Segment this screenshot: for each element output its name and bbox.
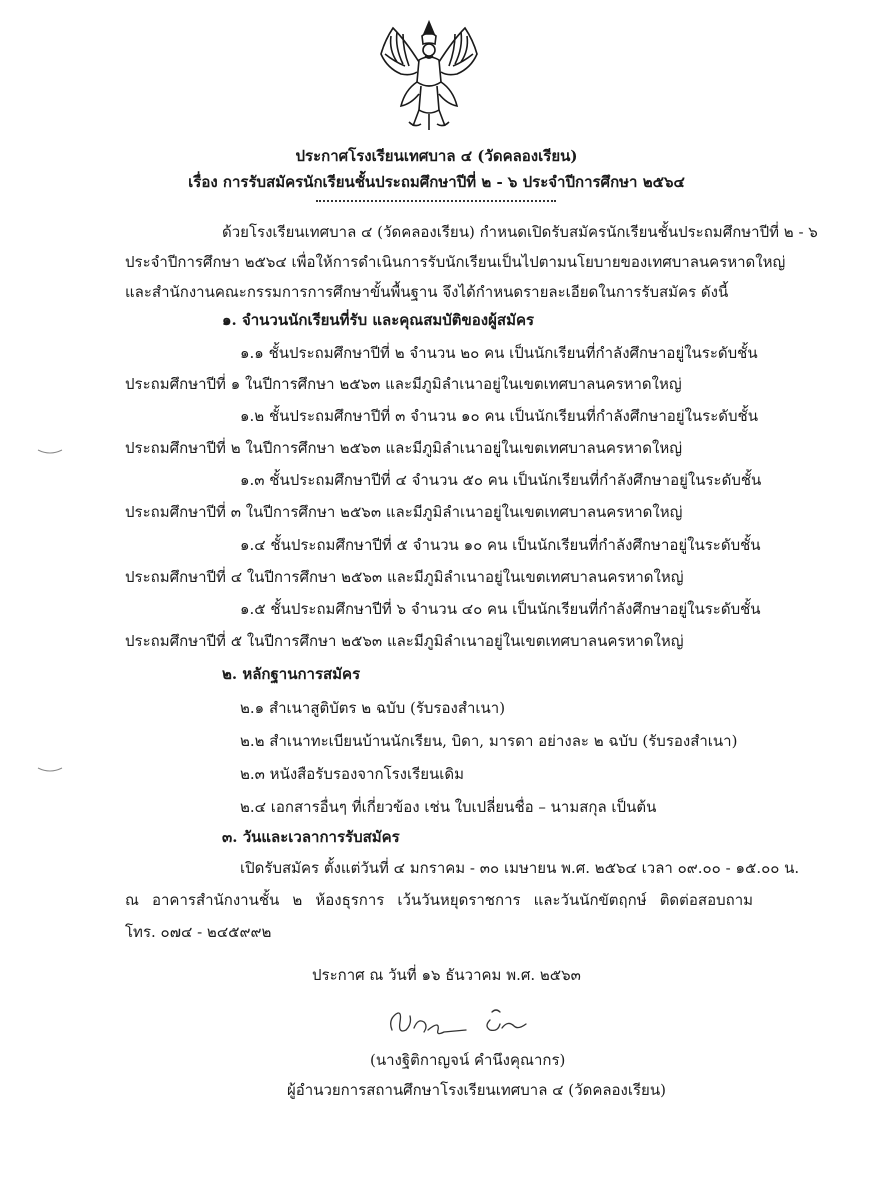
fold-mark-icon bbox=[36, 446, 64, 456]
section-1-item-1-line-2: ประถมศึกษาปีที่ ๑ ในปีการศึกษา ๒๕๖๓ และมีภูมิลำเนาอยู่ในเขตเทศบาลนครหาดใหญ่ bbox=[125, 375, 682, 393]
signature-text: ธิดา คำ bbox=[380, 1000, 384, 1001]
section-1-item-4-line-2: ประถมศึกษาปีที่ ๔ ในปีการศึกษา ๒๕๖๓ และมีภูมิลำเนาอยู่ในเขตเทศบาลนครหาดใหญ่ bbox=[125, 568, 684, 586]
intro-line-2: ประจำปีการศึกษา ๒๕๖๔ เพื่อให้การดำเนินการรับนักเรียนเป็นไปตามนโยบายของเทศบาลนครหาดใหญ่ bbox=[125, 253, 786, 271]
section-1-item-2-line-1: ๑.๒ ชั้นประถมศึกษาปีที่ ๓ จำนวน ๑๐ คน เป็นนักเรียนที่กำลังศึกษาอยู่ในระดับชั้น bbox=[240, 407, 758, 425]
announcement-date: ประกาศ ณ วันที่ ๑๖ ธันวาคม พ.ศ. ๒๕๖๓ bbox=[312, 966, 581, 984]
intro-line-1: ด้วยโรงเรียนเทศบาล ๔ (วัดคลองเรียน) กำหนดเปิดรับสมัครนักเรียนชั้นประถมศึกษาปีที่ ๒ - ๖ bbox=[222, 223, 818, 241]
section-3-line-1: เปิดรับสมัคร ตั้งแต่วันที่ ๔ มกราคม - ๓๐ เมษายน พ.ศ. ๒๕๖๔ เวลา ๐๙.๐๐ - ๑๕.๐๐ น. bbox=[240, 859, 800, 877]
section-1-item-3-line-2: ประถมศึกษาปีที่ ๓ ในปีการศึกษา ๒๕๖๓ และมีภูมิลำเนาอยู่ในเขตเทศบาลนครหาดใหญ่ bbox=[125, 503, 683, 521]
section-3-line-2: ณ อาคารสำนักงานชั้น ๒ ห้องธุรการ เว้นวันหยุดราชการ และวันนักขัตฤกษ์ ติดต่อสอบถาม bbox=[125, 891, 753, 909]
garuda-emblem-icon bbox=[375, 20, 483, 132]
section-2-heading: ๒. หลักฐานการสมัคร bbox=[222, 665, 361, 683]
section-1-item-2-line-2: ประถมศึกษาปีที่ ๒ ในปีการศึกษา ๒๕๖๓ และมีภูมิลำเนาอยู่ในเขตเทศบาลนครหาดใหญ่ bbox=[125, 439, 683, 457]
section-1-item-5-line-1: ๑.๕ ชั้นประถมศึกษาปีที่ ๖ จำนวน ๔๐ คน เป็นนักเรียนที่กำลังศึกษาอยู่ในระดับชั้น bbox=[240, 600, 761, 618]
section-1-item-3-line-1: ๑.๓ ชั้นประถมศึกษาปีที่ ๔ จำนวน ๕๐ คน เป็นนักเรียนที่กำลังศึกษาอยู่ในระดับชั้น bbox=[240, 471, 762, 489]
section-3-phone: โทร. ๐๗๔ - ๒๔๕๙๙๒ bbox=[125, 923, 272, 941]
section-1-item-4-line-1: ๑.๔ ชั้นประถมศึกษาปีที่ ๕ จำนวน ๑๐ คน เป็นนักเรียนที่กำลังศึกษาอยู่ในระดับชั้น bbox=[240, 536, 761, 554]
section-2-item-2: ๒.๒ สำเนาทะเบียนบ้านนักเรียน, บิดา, มารดา อย่างละ ๒ ฉบับ (รับรองสำเนา) bbox=[240, 732, 738, 750]
section-3-heading: ๓. วันและเวลาการรับสมัคร bbox=[222, 828, 400, 846]
section-1-item-1-line-1: ๑.๑ ชั้นประถมศึกษาปีที่ ๒ จำนวน ๒๐ คน เป็นนักเรียนที่กำลังศึกษาอยู่ในระดับชั้น bbox=[240, 344, 758, 362]
handwritten-signature bbox=[380, 1000, 550, 1044]
dotted-divider bbox=[316, 200, 556, 202]
fold-mark-icon bbox=[36, 764, 64, 774]
section-2-item-1: ๒.๑ สำเนาสูติบัตร ๒ ฉบับ (รับรองสำเนา) bbox=[240, 699, 506, 717]
signer-position: ผู้อำนวยการสถานศึกษาโรงเรียนเทศบาล ๔ (วัดคลองเรียน) bbox=[287, 1081, 666, 1099]
section-1-item-5-line-2: ประถมศึกษาปีที่ ๕ ในปีการศึกษา ๒๕๖๓ และมีภูมิลำเนาอยู่ในเขตเทศบาลนครหาดใหญ่ bbox=[125, 632, 684, 650]
announcement-subject: เรื่อง การรับสมัครนักเรียนชั้นประถมศึกษาปีที่ ๒ - ๖ ประจำปีการศึกษา ๒๕๖๔ bbox=[188, 173, 685, 191]
signer-name: (นางฐิติกาญจน์ คำนึงคุณากร) bbox=[370, 1051, 566, 1069]
section-2-item-4: ๒.๔ เอกสารอื่นๆ ที่เกี่ยวข้อง เช่น ใบเปลี่ยนชื่อ – นามสกุล เป็นต้น bbox=[240, 798, 657, 816]
section-2-item-3: ๒.๓ หนังสือรับรองจากโรงเรียนเดิม bbox=[240, 765, 464, 783]
section-1-heading: ๑. จำนวนนักเรียนที่รับ และคุณสมบัติของผู้สมัคร bbox=[222, 311, 535, 329]
announcement-title: ประกาศโรงเรียนเทศบาล ๔ (วัดคลองเรียน) bbox=[295, 147, 578, 165]
intro-line-3: และสำนักงานคณะกรรมการการศึกษาขั้นพื้นฐาน จึงได้กำหนดรายละเอียดในการรับสมัคร ดังนี้ bbox=[125, 283, 729, 301]
